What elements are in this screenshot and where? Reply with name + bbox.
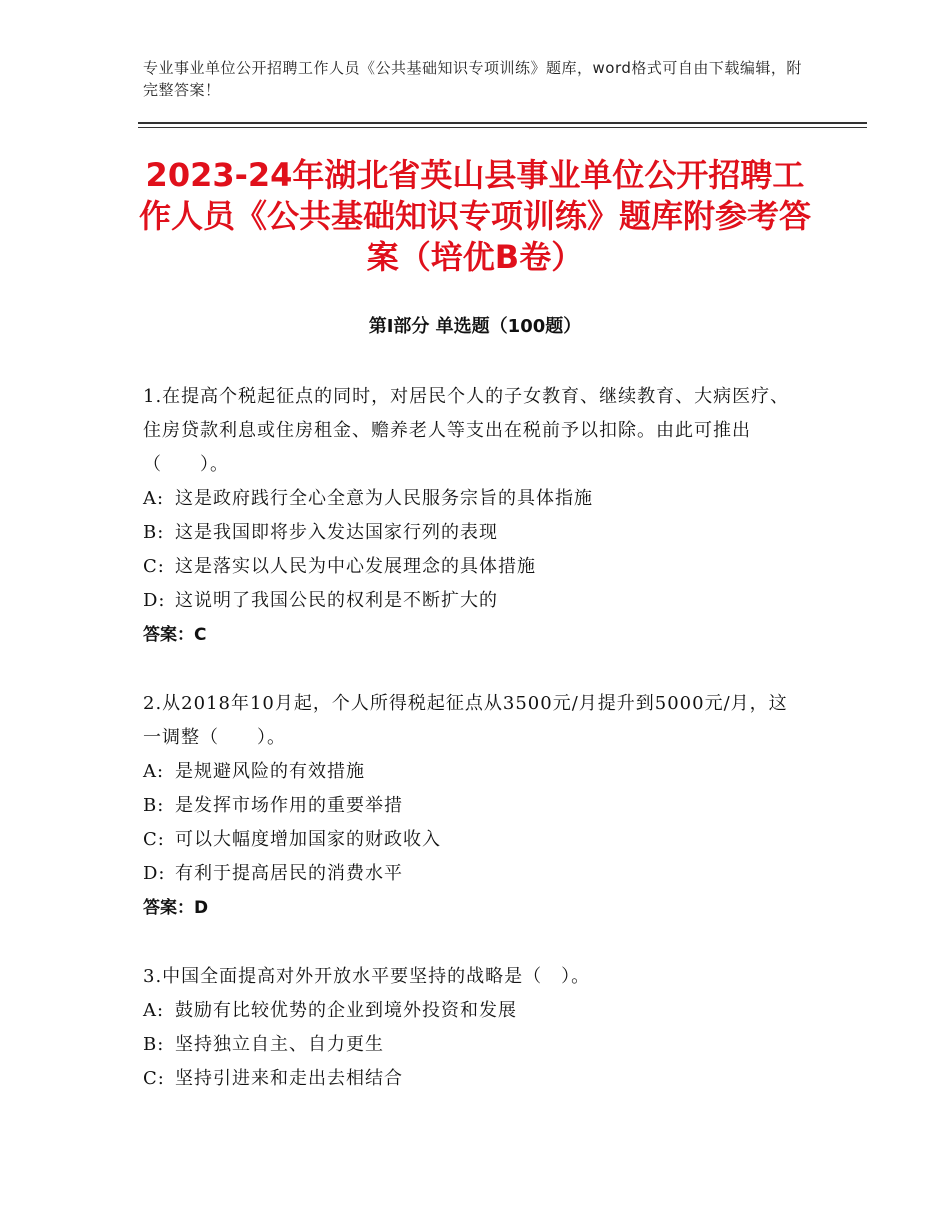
option-b — [143, 516, 803, 550]
option-c — [143, 550, 803, 584]
option-letter: D: — [143, 863, 166, 884]
question-stem: 1.在提高个税起征点的同时，对居民个人的子女教育、继续教育、大病医疗、住房贷款利息或住房租金、赡养老人等支出在税前予以扣除。由此可推出（ ）。 — [143, 386, 790, 475]
option-c — [143, 1062, 803, 1096]
option-letter: A: — [143, 1000, 165, 1021]
option-text: 鼓励有比较优势的企业到境外投资和发展 — [175, 1000, 517, 1021]
question-1 — [143, 380, 803, 652]
option-text: 这是政府践行全心全意为人民服务宗旨的具体指施 — [175, 488, 593, 509]
question-2 — [143, 687, 803, 925]
option-c — [143, 823, 803, 857]
answer-line: 答案：C — [143, 625, 207, 645]
option-text: 这说明了我国公民的权利是不断扩大的 — [175, 590, 498, 611]
answer-line: 答案：D — [143, 898, 209, 918]
option-letter: A: — [143, 761, 165, 782]
option-text: 是规避风险的有效措施 — [175, 761, 365, 782]
option-text: 有利于提高居民的消费水平 — [175, 863, 403, 884]
option-text: 这是落实以人民为中心发展理念的具体措施 — [175, 556, 536, 577]
document-title: 2023-24年湖北省英山县事业单位公开招聘工作人员《公共基础知识专项训练》题库附参考答案（培优B卷） — [138, 156, 811, 276]
option-text: 坚持引进来和走出去相结合 — [175, 1068, 403, 1089]
option-b — [143, 789, 803, 823]
header-divider-thin — [138, 127, 867, 128]
option-letter: C: — [143, 556, 165, 577]
option-b — [143, 1028, 803, 1062]
header-note: 专业事业单位公开招聘工作人员《公共基础知识专项训练》题库，word格式可自由下载编辑，附完整答案！ — [143, 59, 802, 99]
question-stem: 2.从2018年10月起，个人所得税起征点从3500元/月提升到5000元/月，这一调整（ ）。 — [143, 693, 788, 748]
option-a — [143, 482, 803, 516]
option-text: 是发挥市场作用的重要举措 — [175, 795, 403, 816]
option-a — [143, 994, 803, 1028]
option-letter: C: — [143, 829, 165, 850]
header-divider-thick — [138, 122, 867, 124]
option-letter: B: — [143, 1034, 165, 1055]
option-d — [143, 857, 803, 891]
option-a — [143, 755, 803, 789]
option-letter: B: — [143, 795, 165, 816]
option-letter: D: — [143, 590, 166, 611]
option-letter: C: — [143, 1068, 165, 1089]
option-text: 可以大幅度增加国家的财政收入 — [175, 829, 441, 850]
option-letter: B: — [143, 522, 165, 543]
section-heading: 第Ⅰ部分 单选题（100题） — [368, 316, 582, 337]
question-stem: 3.中国全面提高对外开放水平要坚持的战略是（ ）。 — [143, 966, 591, 987]
option-d — [143, 584, 803, 618]
option-text: 坚持独立自主、自力更生 — [175, 1034, 384, 1055]
question-3 — [143, 960, 803, 1096]
option-letter: A: — [143, 488, 165, 509]
option-text: 这是我国即将步入发达国家行列的表现 — [175, 522, 498, 543]
